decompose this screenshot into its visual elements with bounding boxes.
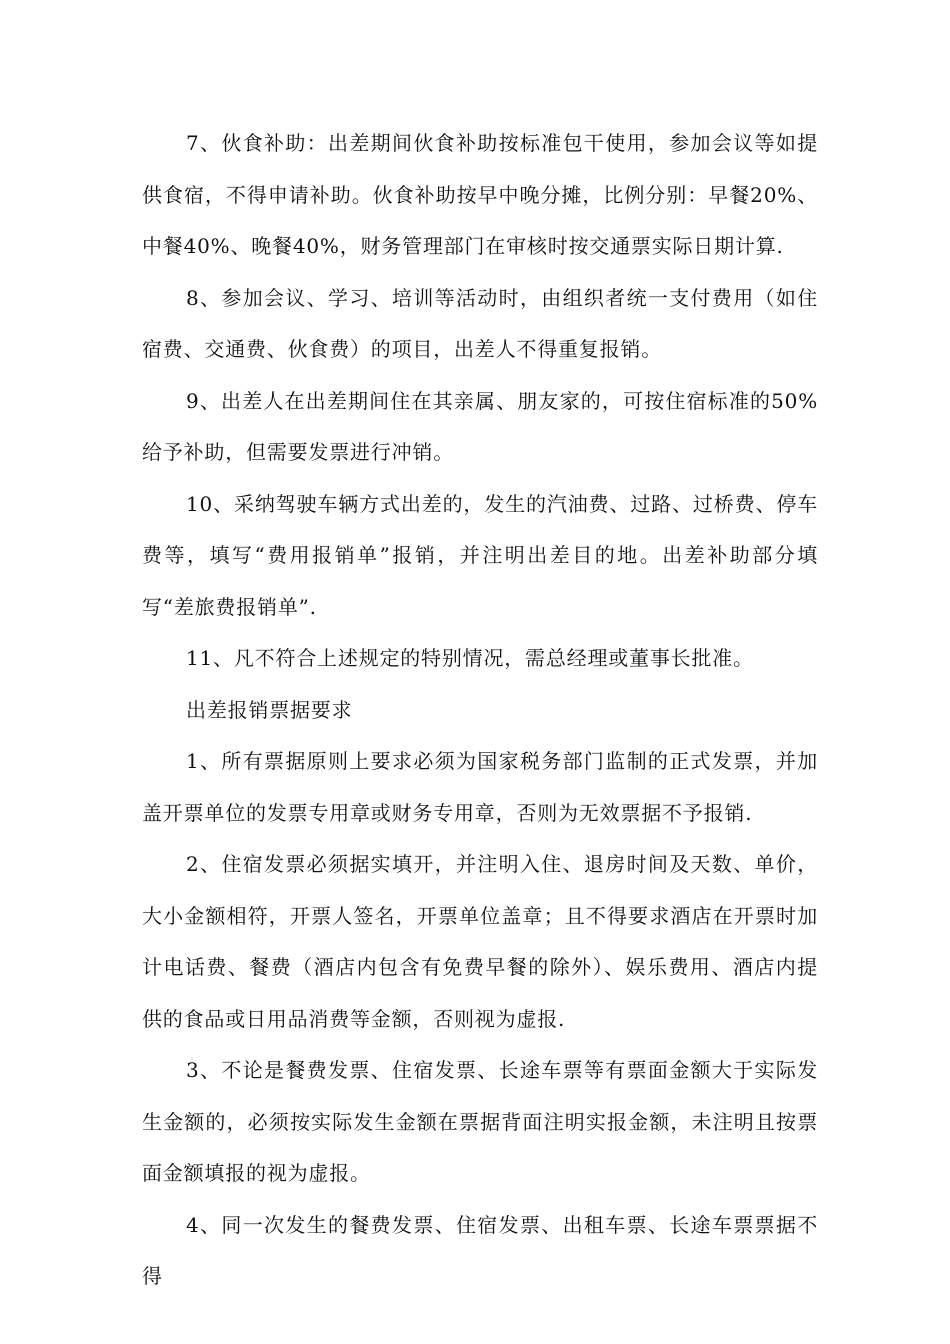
paragraph-driving-expenses: 10、采纳驾驶车辆方式出差的，发生的汽油费、过路、过桥费、停车费等，填写“费用报销单”报销，并注明出差目的地。出差补助部分填写“差旅费报销单”. bbox=[142, 491, 818, 619]
requirement-actual-amount: 3、不论是餐费发票、住宿发票、长途车票等有票面金额大于实际发生金额的，必须按实际发生金额在票据背面注明实报金额，未注明且按票面金额填报的视为虚报。 bbox=[142, 1058, 818, 1185]
requirement-official-invoice: 1、所有票据原则上要求必须为国家税务部门监制的正式发票，并加盖开票单位的发票专用章或财务专用章，否则为无效票据不予报销. bbox=[142, 749, 818, 825]
paragraph-staying-with-relatives: 9、出差人在出差期间住在其亲属、朋友家的，可按住宿标准的50%给予补助，但需要发票进行冲销。 bbox=[142, 388, 818, 464]
document-body bbox=[142, 118, 818, 1303]
paragraph-meeting-expenses: 8、参加会议、学习、培训等活动时，由组织者统一支付费用（如住宿费、交通费、伙食费）的项目，出差人不得重复报销。 bbox=[142, 285, 818, 361]
section-heading: 出差报销票据要求 bbox=[186, 697, 353, 722]
requirement-same-trip-invoices: 4、同一次发生的餐费发票、住宿发票、出租车票、长途车票票据不得 bbox=[142, 1212, 818, 1288]
paragraph-meal-allowance: 7、伙食补助：出差期间伙食补助按标准包干使用，参加会议等如提供食宿，不得申请补助。伙食补助按早中晚分摊，比例分别：早餐20%、中餐40%、晚餐40%，财务管理部门在审核时按交通票实际日期计算. bbox=[142, 131, 818, 258]
paragraph-special-approval: 11、凡不符合上述规定的特别情况，需总经理或董事长批准。 bbox=[186, 646, 754, 670]
requirement-hotel-invoice: 2、住宿发票必须据实填开，并注明入住、退房时间及天数、单价，大小金额相符，开票人签名，开票单位盖章；且不得要求酒店在开票时加计电话费、餐费（酒店内包含有免费早餐的除外）、娱乐费用、酒店内提供的食品或日用品消费等金额，否则视为虚报. bbox=[142, 852, 818, 1031]
